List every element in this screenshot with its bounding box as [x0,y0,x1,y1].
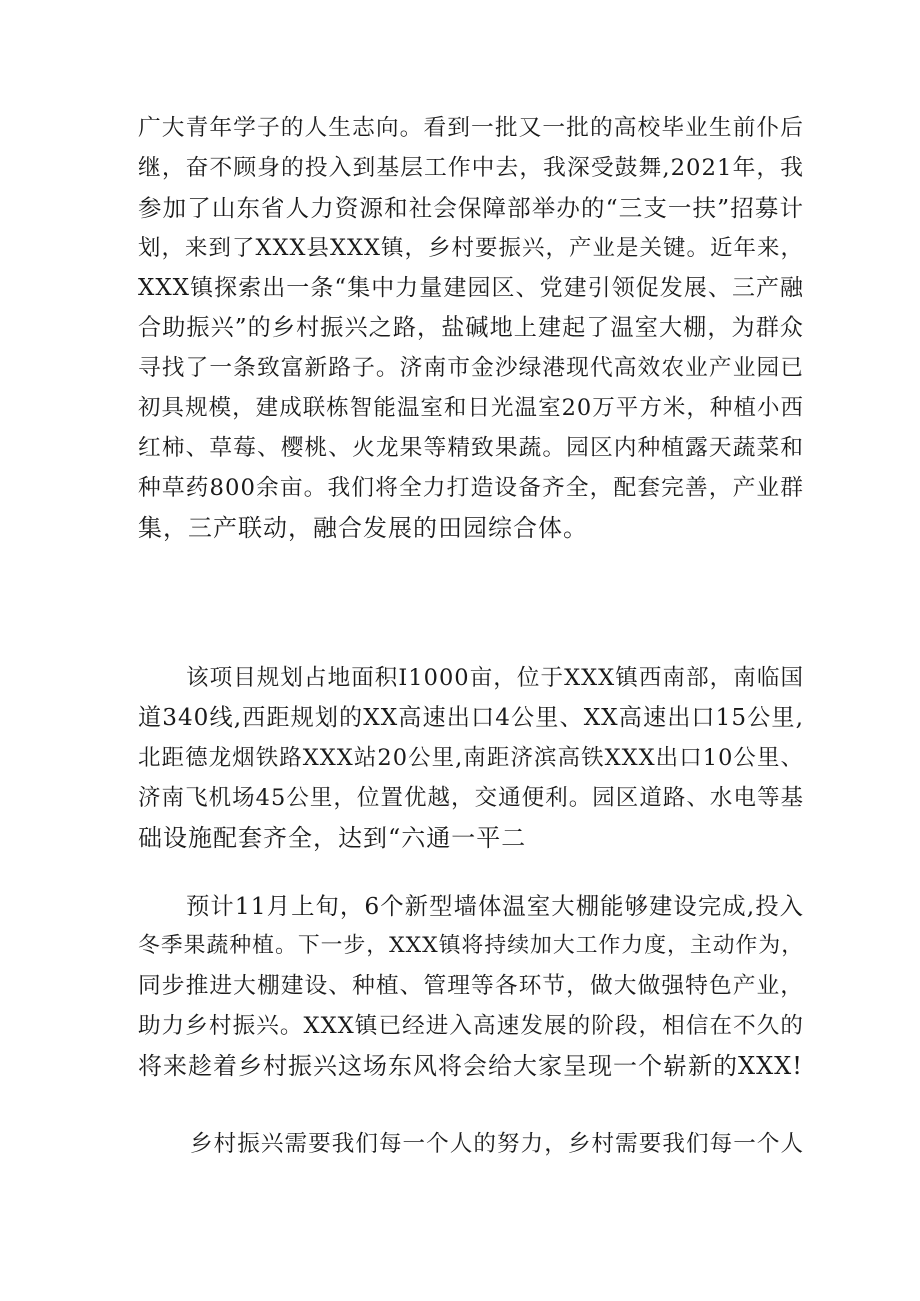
text-line: 础设施配套齐全，达到“六通一平二 [138,824,527,852]
text-line: 继，奋不顾身的投入到基层工作中去，我深受鼓舞,2021年，我 [138,155,804,181]
text-line: 冬季果蔬种植。下一步，XXX镇将持续加大工作力度，主动作为， [138,933,804,958]
paragraph-4 [138,1124,804,1164]
paragraph-3 [138,886,804,1086]
text-line: 将来趁着乡村振兴这场东风将会给大家呈现一个崭新的XXX! [138,1052,803,1080]
text-line: 划，来到了XXX县XXX镇，乡村要振兴，产业是关键。近年来， [138,235,804,261]
paragraph-2 [138,658,804,858]
text-line: 广大青年学子的人生志向。看到一批又一批的高校毕业生前仆后 [138,115,804,141]
text-line: 种草药800余亩。我们将全力打造设备齐全，配套完善，产业群 [138,475,804,501]
text-line: 助力乡村振兴。XXX镇已经进入高速发展的阶段，相信在不久的 [138,1013,804,1039]
text-line: 济南飞机场45公里，位置优越，交通便利。园区道路、水电等基 [138,785,804,811]
text-line: XXX镇探索出一条“集中力量建园区、党建引领促发展、三产融 [138,275,804,301]
text-line: 同步推进大棚建设、种植、管理等各环节，做大做强特色产业， [138,973,804,999]
text-line: 集，三产联动，融合发展的田园综合体。 [138,514,588,542]
text-line: 参加了山东省人力资源和社会保障部举办的“三支一扶”招募计 [138,194,804,222]
text-line: 乡村振兴需要我们每一个人的努力，乡村需要我们每一个人 [190,1131,804,1157]
text-line: 红柿、草莓、樱桃、火龙果等精致果蔬。园区内种植露天蔬菜和 [138,435,804,461]
text-line: 该项目规划占地面积I1000亩，位于XXX镇西南部，南临国 [186,665,804,691]
paragraph-1 [138,108,804,548]
text-line: 合助振兴”的乡村振兴之路，盐碱地上建起了温室大棚，为群众 [138,315,804,341]
text-line: 道340线,西距规划的XX高速出口4公里、XX高速出口15公里, [138,705,804,731]
text-line: 寻找了一条致富新路子。济南市金沙绿港现代高效农业产业园已 [138,355,804,381]
text-line: 北距德龙烟铁路XXX站20公里,南距济滨高铁XXX出口10公里、 [138,745,804,771]
text-line: 预计11月上旬，6个新型墙体温室大棚能够建设完成,投入 [186,892,804,920]
text-line: 初具规模，建成联栋智能温室和日光温室20万平方米，种植小西 [138,395,804,421]
